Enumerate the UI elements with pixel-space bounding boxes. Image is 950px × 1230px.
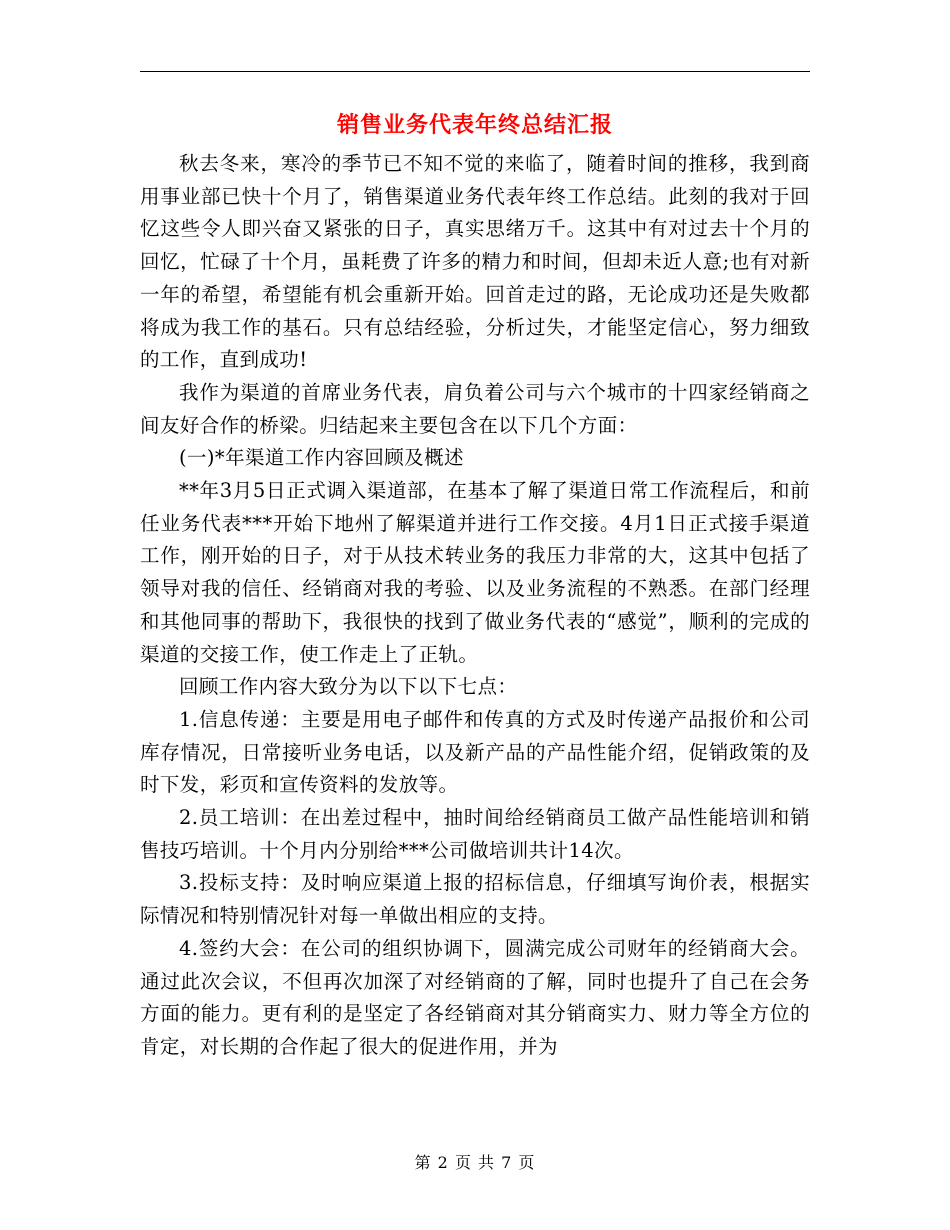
list-item-bid-support: 3.投标支持：及时响应渠道上报的招标信息，仔细填写询价表，根据实际情况和特别情况针对每一单做出相应的支持。 [140,871,810,928]
paragraph-intro: 秋去冬来，寒冷的季节已不知不觉的来临了，随着时间的推移，我到商用事业部已快十个月了，销售渠道业务代表年终工作总结。此刻的我对于回忆这些令人即兴奋又紧张的日子，真实思绪万千。这其中有对过去十个月的回忆，忙碌了十个月，虽耗费了许多的精力和时间，但却未近人意;也有对新一年的希望，希望能有机会重新开始。回首走过的路，无论成功还是失败都将成为我工作的基石。只有总结经验，分析过失，才能坚定信心，努力细致的工作，直到成功! [140,152,810,372]
section-heading-review: (一)*年渠道工作内容回顾及概述 [179,446,464,470]
paragraph-role: 我作为渠道的首席业务代表，肩负着公司与六个城市的十四家经销商之间友好合作的桥梁。归结起来主要包含在以下几个方面： [140,380,810,437]
document-title: 销售业务代表年终总结汇报 [336,113,613,138]
list-item-info-delivery: 1.信息传递：主要是用电子邮件和传真的方式及时传递产品报价和公司库存情况，日常接听业务电话，以及新产品的产品性能介绍，促销政策的及时下发，彩页和宣传资料的发放等。 [140,707,810,797]
footer-page-number: 2 [437,1153,449,1172]
header-rule [140,71,810,72]
footer-total-pages: 7 [501,1153,513,1172]
footer-middle: 页 共 [454,1153,496,1172]
paragraph-transfer: **年3月5日正式调入渠道部，在基本了解了渠道日常工作流程后，和前任业务代表***开始下地州了解渠道并进行工作交接。4月1日正式接手渠道工作，刚开始的日子，对于从技术转业务的我压力非常的大，这其中包括了领导对我的信任、经销商对我的考验、以及业务流程的不熟悉。在部门经理和其他同事的帮助下，我很快的找到了做业务代表的“感觉”，顺利的完成的渠道的交接工作，使工作走上了正轨。 [140,479,810,666]
footer-suffix: 页 [518,1153,536,1172]
document-body [140,148,810,1064]
list-item-staff-training: 2.员工培训：在出差过程中，抽时间给经销商员工做产品性能培训和销售技巧培训。十个月内分别给***公司做培训共计14次。 [140,806,810,862]
paragraph-seven-points: 回顾工作内容大致分为以下以下七点： [179,675,518,699]
footer-prefix: 第 [414,1153,432,1172]
list-item-signing-conference: 4.签约大会：在公司的组织协调下，圆满完成公司财年的经销商大会。通过此次会议，不但再次加深了对经销商的了解，同时也提升了自己在会务方面的能力。更有利的是坚定了各经销商对其分销商实力、财力等全方位的肯定，对长期的合作起了很大的促进作用，并为 [140,936,810,1058]
page-footer [140,1151,810,1175]
